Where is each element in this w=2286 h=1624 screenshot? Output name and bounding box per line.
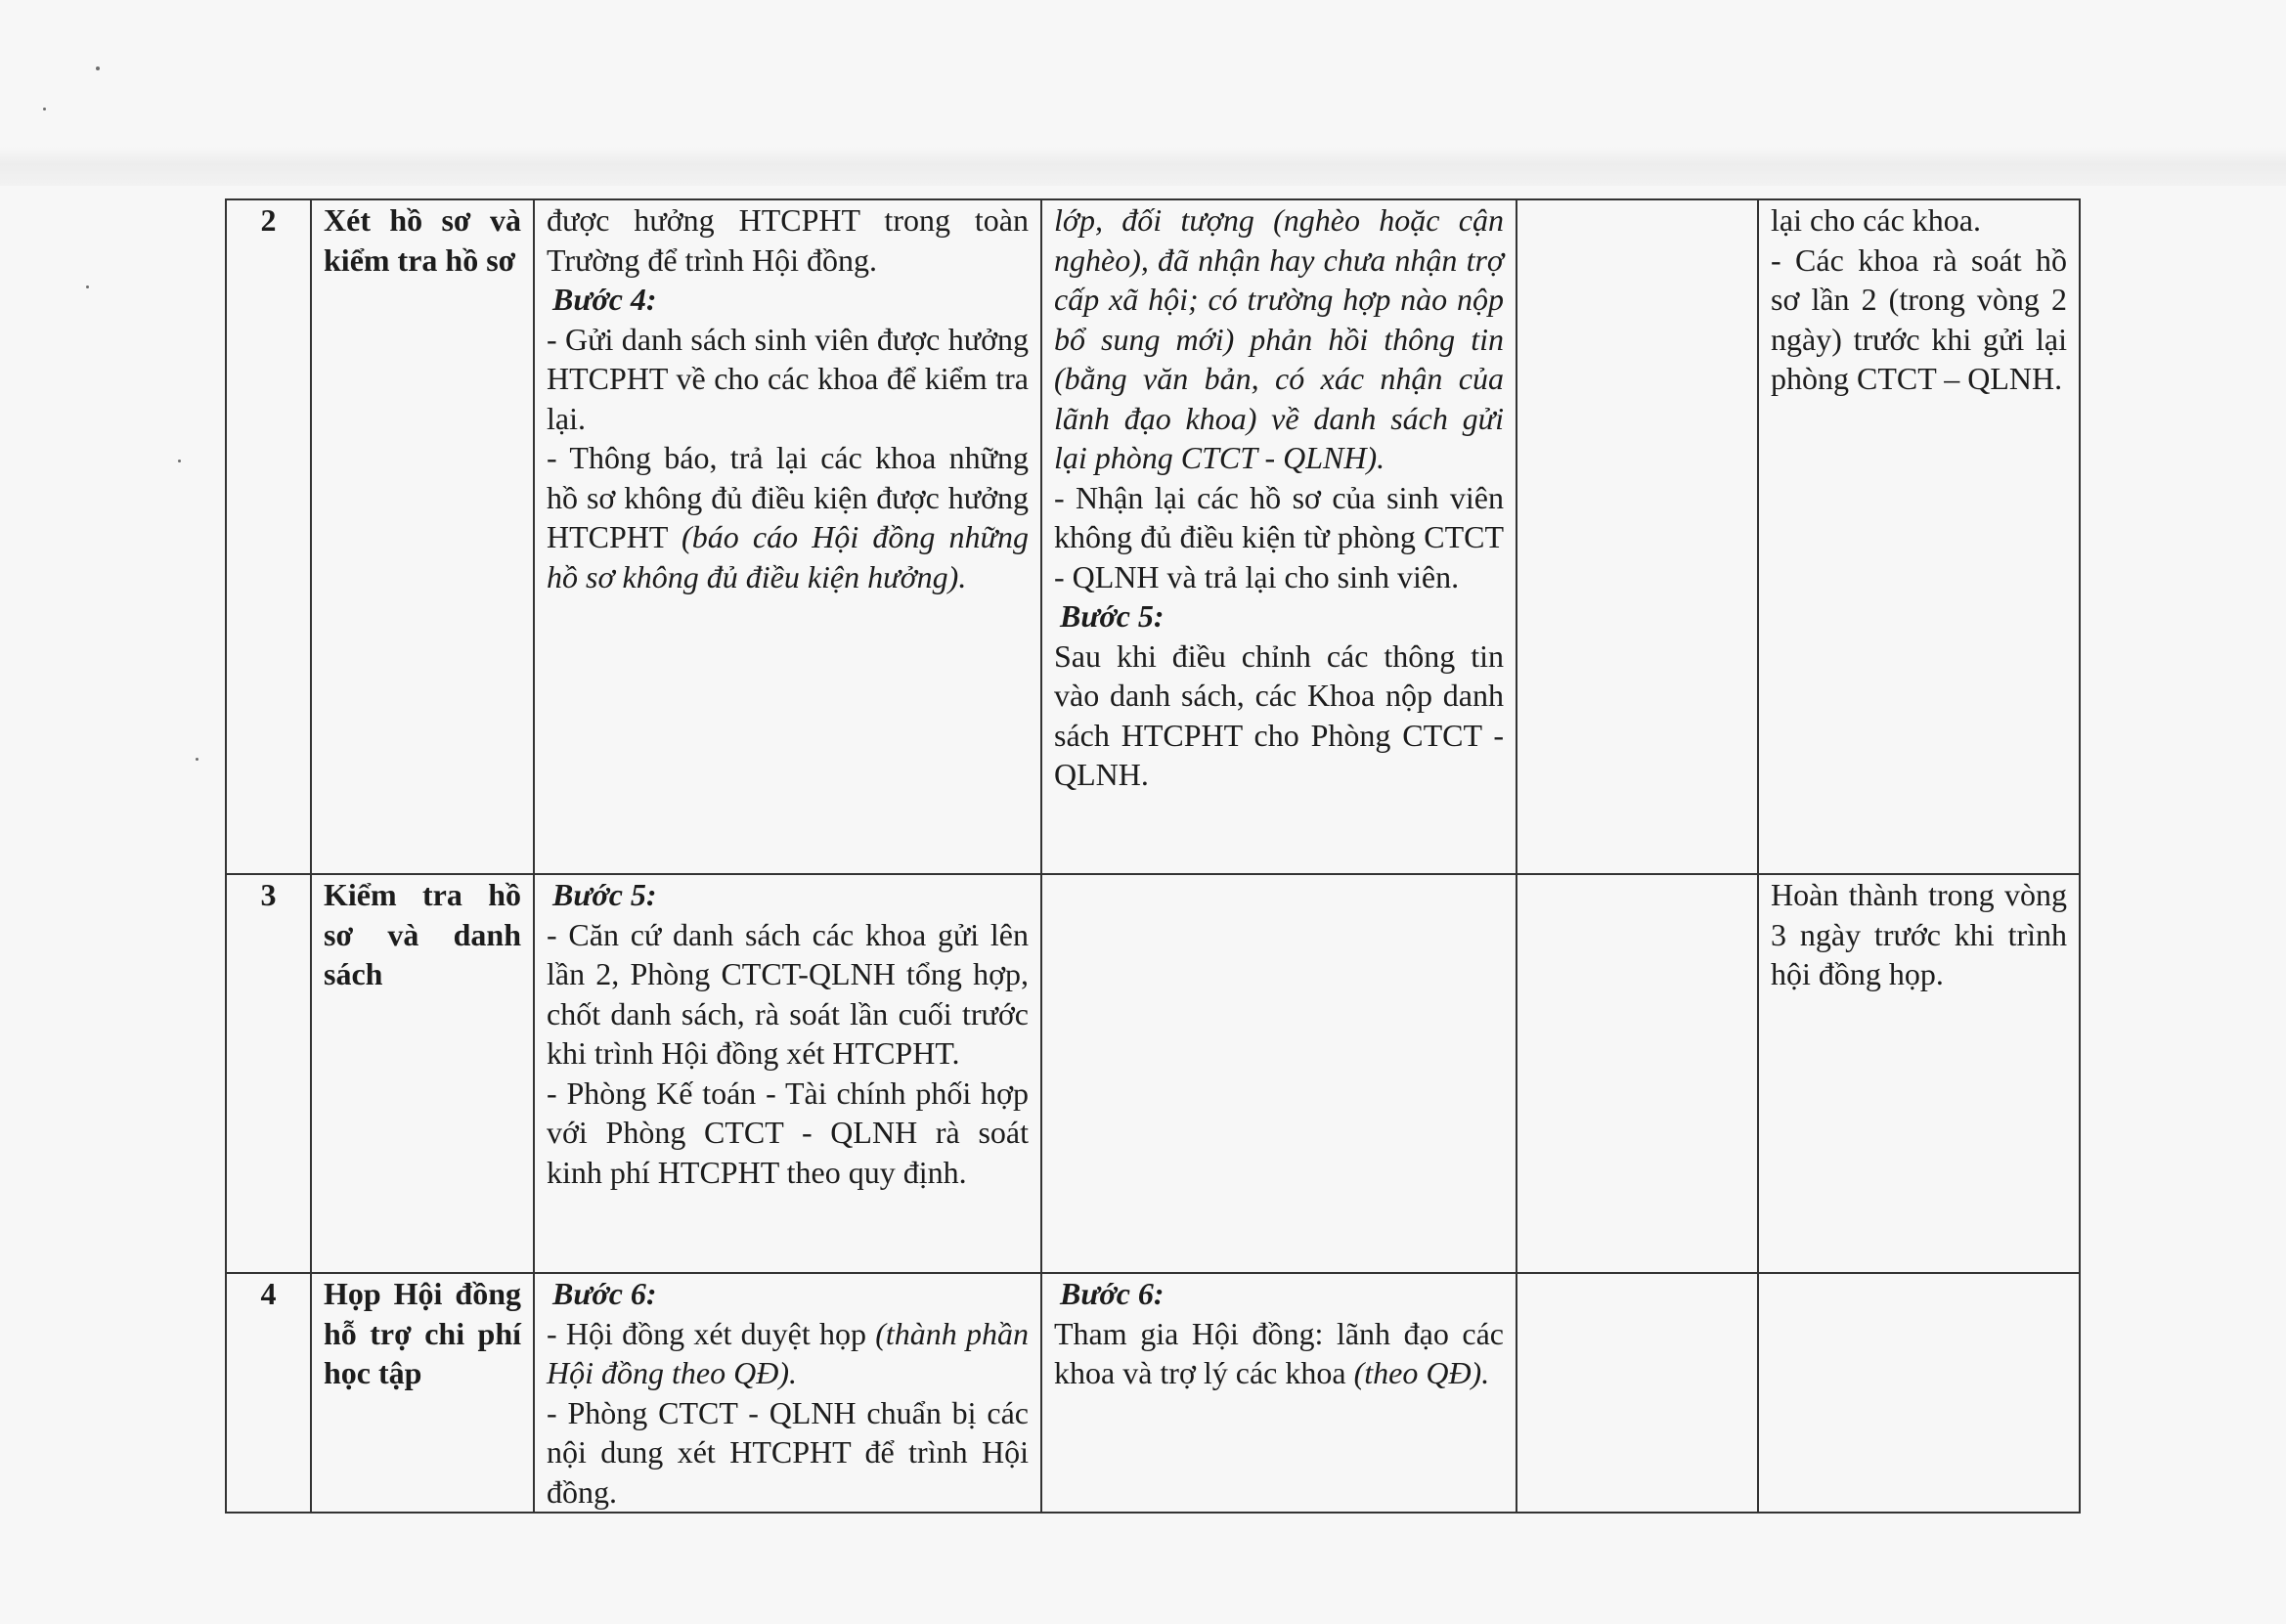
scan-speck — [43, 108, 46, 110]
empty-cell — [1041, 874, 1517, 1273]
scan-shadow-band — [0, 147, 2286, 186]
table-row — [226, 199, 2080, 874]
procedure-table — [225, 198, 2081, 1514]
main-item: - Căn cứ danh sách các khoa gửi lên lần 2, Phòng CTCT-QLNH tổng hợp, chốt danh sách, rà soát lần cuối trước khi trình Hội đồng xét HTCPHT. — [547, 916, 1029, 1071]
main-item-text: - Thông báo, trả lại các khoa những hồ sơ không đủ điều kiện được hưởng HTCPHT — [547, 440, 1029, 554]
main-content-cell — [534, 1273, 1041, 1513]
main-item-italic: (thành phần Hội đồng theo QĐ). — [547, 1315, 1030, 1390]
main-item — [547, 1314, 1029, 1393]
note-cell — [1758, 1273, 2080, 1513]
main-item-text: - Hội đồng xét duyệt họp — [547, 1315, 866, 1351]
main-item: - Phòng CTCT - QLNH chuẩn bị các nội dung xét HTCPHT để trình Hội đồng. — [547, 1394, 1029, 1510]
scan-speck — [196, 758, 198, 761]
step-heading: Bước 6: — [1060, 1276, 1165, 1311]
main-item-italic: (báo cáo Hội đồng những hồ sơ không đủ điều kiện hưởng). — [547, 519, 1030, 594]
main-item: - Phòng Kế toán - Tài chính phối hợp với Phòng CTCT - QLNH rà soát kinh phí HTCPHT theo quy định. — [547, 1075, 1029, 1190]
scan-speck — [96, 66, 100, 70]
faculty-content-cell — [1041, 199, 1517, 874]
main-item — [547, 438, 1029, 596]
note-cell: Hoàn thành trong vòng 3 ngày trước khi trình hội đồng họp. — [1758, 874, 2080, 1273]
main-content-cell — [534, 199, 1041, 874]
faculty-item-text: Tham gia Hội đồng: lãnh đạo các khoa và trợ lý các khoa — [1054, 1315, 1504, 1390]
step-heading: Bước 4: — [552, 282, 657, 317]
table-row — [226, 1273, 2080, 1513]
step-number: 2 — [226, 199, 311, 874]
main-intro: được hưởng HTCPHT trong toàn Trường để trình Hội đồng. — [547, 202, 1029, 278]
scan-speck — [178, 460, 181, 462]
faculty-item: - Nhận lại các hồ sơ của sinh viên không đủ điều kiện từ phòng CTCT - QLNH và trả lại cho sinh viên. — [1054, 479, 1504, 594]
step-heading: Bước 5: — [1060, 598, 1165, 634]
empty-cell — [1517, 1273, 1758, 1513]
step-name: Họp Hội đồng hỗ trợ chi phí học tập — [311, 1273, 534, 1513]
step-heading: Bước 5: — [552, 877, 657, 912]
step-name: Xét hồ sơ và kiểm tra hồ sơ — [311, 199, 534, 874]
faculty-item: Sau khi điều chỉnh các thông tin vào danh sách, các Khoa nộp danh sách HTCPHT cho Phòng CTCT - QLNH. — [1054, 637, 1504, 792]
empty-cell — [1517, 874, 1758, 1273]
faculty-intro: lớp, đối tượng (nghèo hoặc cận nghèo), đã nhận hay chưa nhận trợ cấp xã hội; có trường hợp nào nộp bổ sung mới) phản hồi thông tin (bằng văn bản, có xác nhận của lãnh đạo khoa) về danh sách gửi lại phòng CTCT - QLNH). — [1054, 202, 1504, 475]
scan-speck — [86, 285, 89, 288]
note-cell — [1758, 199, 2080, 874]
empty-cell — [1517, 199, 1758, 874]
faculty-content-cell — [1041, 1273, 1517, 1513]
faculty-item — [1054, 1314, 1504, 1393]
faculty-item-italic: (theo QĐ). — [1353, 1355, 1490, 1390]
step-name: Kiểm tra hồ sơ và danh sách — [311, 874, 534, 1273]
step-number: 3 — [226, 874, 311, 1273]
note-line: lại cho các khoa. — [1771, 202, 1981, 238]
note-line: - Các khoa rà soát hồ sơ lần 2 (trong vòng 2 ngày) trước khi gửi lại phòng CTCT – QLNH. — [1771, 241, 2067, 396]
main-content-cell — [534, 874, 1041, 1273]
step-number: 4 — [226, 1273, 311, 1513]
main-item: - Gửi danh sách sinh viên được hưởng HTCPHT về cho các khoa để kiểm tra lại. — [547, 321, 1029, 436]
step-heading: Bước 6: — [552, 1276, 657, 1311]
table-row — [226, 874, 2080, 1273]
